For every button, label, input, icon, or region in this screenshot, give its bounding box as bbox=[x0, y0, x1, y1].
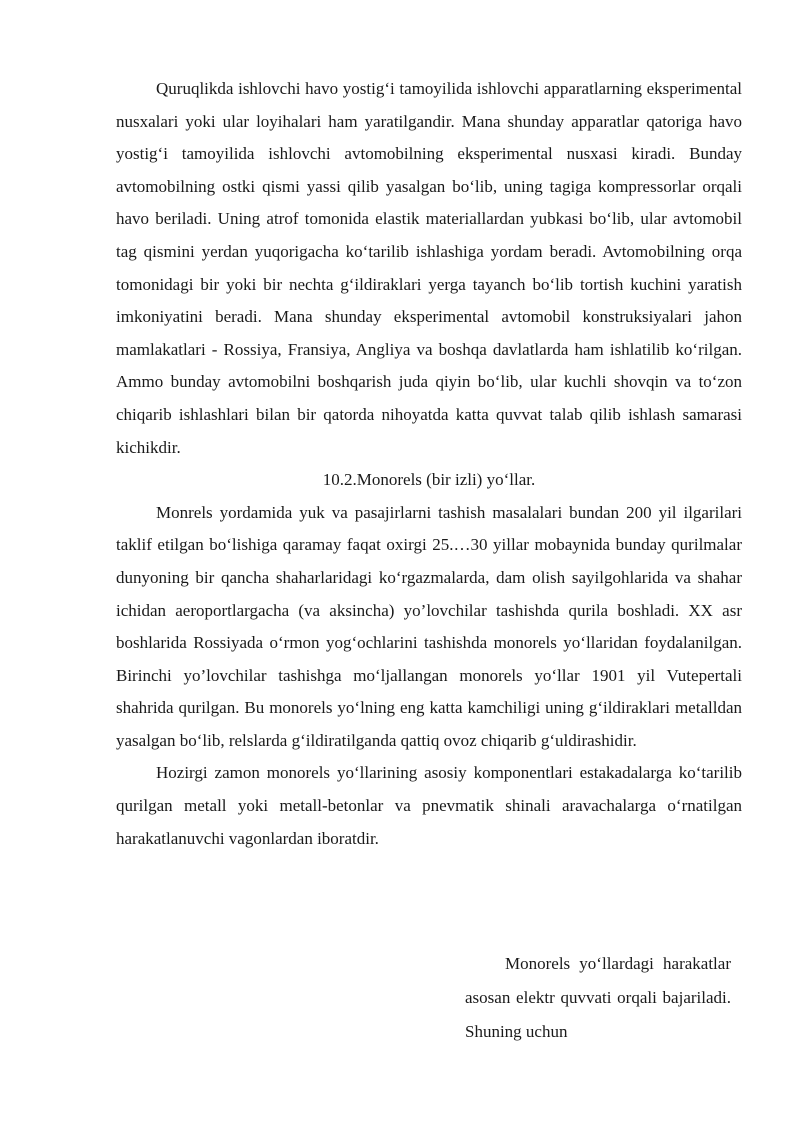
section-heading: 10.2.Monorels (bir izli) yo‘llar. bbox=[322, 470, 536, 490]
paragraph-monorail-history: Monrels yordamida yuk va pasajirlarni tashish masalalari bundan 200 yil ilgarilari taklif etilgan bo‘lishiga qaramay faqat oxirgi 25.…30 yillar mobaynida bunday qurilmalar dunyoning bir qancha shaharlaridagi ko‘rgazmalarda, dam olish sayilgohlarida va shahar ichidan aeroportlargacha (va aksincha) yo’lovchilar tashishda qurila boshladi. XX asr boshlarida Rossiyada o‘rmon yog‘ochlarini tashishda monorels yo‘llaridan foydalanilgan. Birinchi yo’lovchilar tashishga mo‘ljallangan monorels yo‘llar 1901 yil Vutepertali shahrida qurilgan. Bu monorels yo‘lning eng katta kamchiligi uning g‘ildiraklari metalldan yasalgan bo‘lib, relslarda g‘ildiratilganda qattiq ovoz chiqarib g‘uldirashidir. bbox=[116, 502, 742, 750]
paragraph-monorail-components: Hozirgi zamon monorels yo‘llarining asosiy komponentlari estakadalarga ko‘tarilib qurilgan metall yoki metall-betonlar va pnevmatik shinali aravachalarga o‘rnatilgan harakatlanuvchi vagonlardan iboratdir. bbox=[116, 763, 742, 848]
document-body bbox=[116, 73, 742, 855]
paragraph-air-cushion-vehicles: Quruqlikda ishlovchi havo yostig‘i tamoyilida ishlovchi apparatlarning eksperimental nusxalari yoki ular loyihalari ham yaratilgandir. Mana shunday apparatlar qatoriga havo yostig‘i tamoyilida ishlovchi avtomobilning eksperimental nusxasi kiradi. Bunday avtomobilning ostki qismi yassi qilib yasalgan bo‘lib, uning tagiga kompressorlar orqali havo beriladi. Uning atrof tomonida elastik materiallardan yubkasi bo‘lib, ular avtomobil tag qismini yerdan yuqorigacha ko‘tarilib ishlashiga yordam beradi. Avtomobilning orqa tomonidagi bir yoki bir nechta g‘ildiraklari yerga tayanch bo‘lib tortish kuchini yaratish imkoniyatini beradi. Mana shunday eksperimental avtomobil konstruksiyalari jahon mamlakatlari - Rossiya, Fransiya, Angliya va boshqa davlatlarda ham ishlatilib ko‘rilgan. Ammo bunday avtomobilni boshqarish juda qiyin bo‘lib, ular kuchli shovqin va to‘zon chiqarib ishlashlari bilan bir qatorda nihoyatda katta quvvat talab qilib ishlash samarasi kichikdir. bbox=[116, 79, 742, 457]
side-text-block: Monorels yo‘llardagi harakatlar asosan elektr quvvati orqali bajariladi. Shuning uchun bbox=[465, 954, 731, 1041]
